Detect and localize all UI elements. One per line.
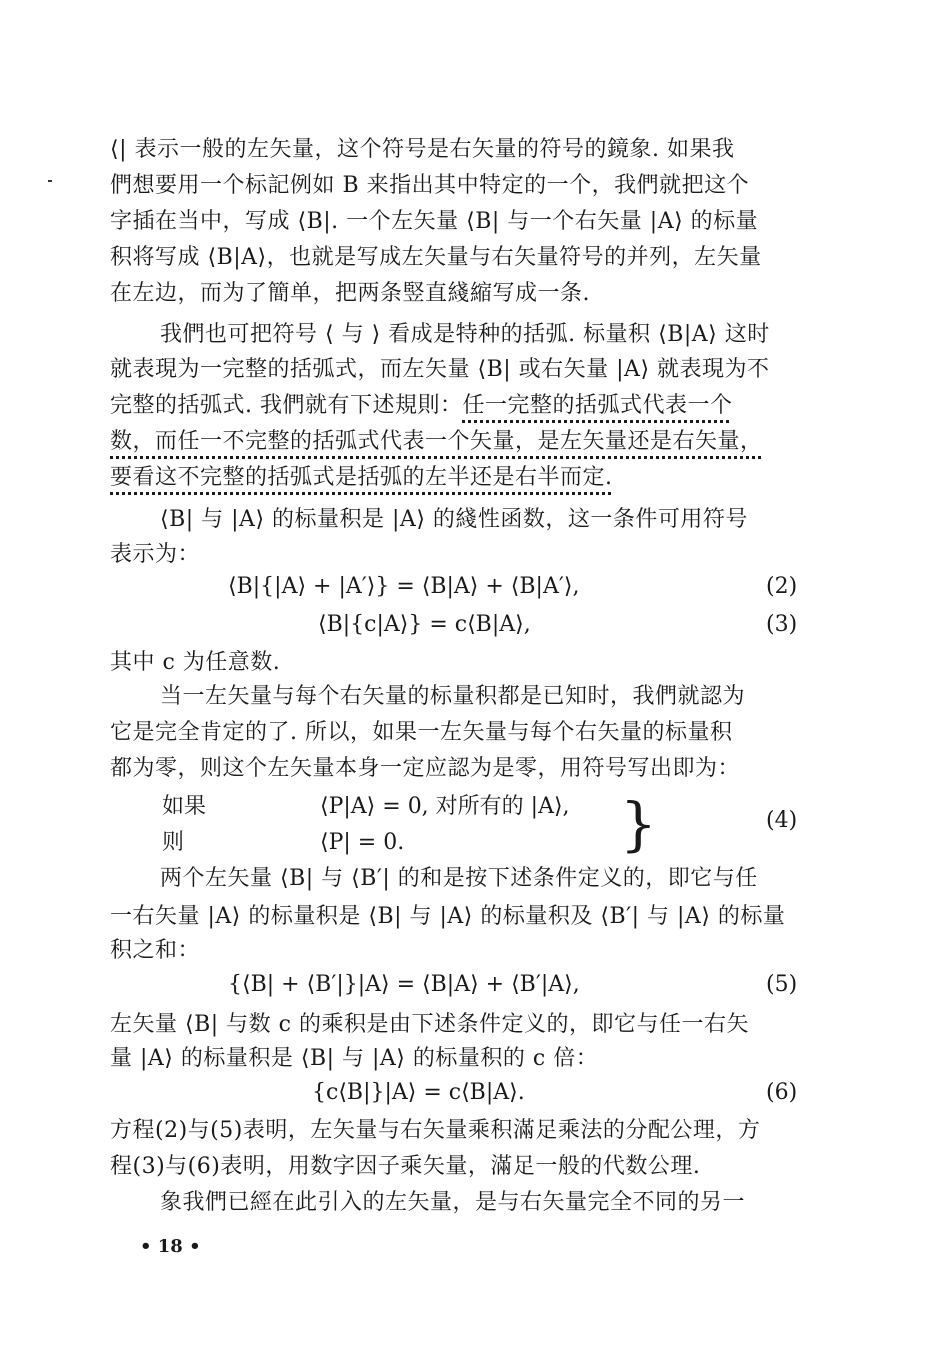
text-line: 方程(2)与(5)表明，左矢量与右矢量乘积滿足乘法的分配公理，方 [110,1118,761,1143]
equation-6: {c⟨B|}|A⟩ = c⟨B|A⟩. [312,1080,525,1105]
text-line: 表示为： [110,542,201,567]
equation-5: {⟨B| + ⟨B′|}|A⟩ = ⟨B|A⟩ + ⟨B′|A⟩, [228,972,580,997]
text-line: 积将写成 ⟨B|A⟩，也就是写成左矢量与右矢量符号的并列，左矢量 [110,245,762,270]
equation-number: (5) [766,972,798,997]
text-line: 左矢量 ⟨B| 与数 c 的乘积是由下述条件定义的，即它与任一右矢 [110,1012,749,1037]
text-line: 程(3)与(6)表明，用数字因子乘矢量，滿足一般的代数公理. [110,1154,701,1179]
text-line: 积之和： [110,938,201,963]
text-line: 我們也可把符号 ⟨ 与 ⟩ 看成是特种的括弧. 标量积 ⟨B|A⟩ 这时 [160,322,770,347]
condition-label: 如果 [162,794,207,819]
text-line [110,391,810,421]
emphasized-rule-text: 数，而任一不完整的括弧式代表一个矢量，是左矢量还是右矢量， [110,429,763,454]
equation-4a: ⟨P|A⟩ = 0, 对所有的 |A⟩, [320,794,570,819]
equation-3: ⟨B|{c|A⟩} = c⟨B|A⟩, [318,612,531,637]
equation-number: (2) [766,574,798,599]
text-line: ⟨| 表示一般的左矢量，这个符号是右矢量的符号的鏡象. 如果我 [110,137,735,162]
text-line: 一右矢量 |A⟩ 的标量积是 ⟨B| 与 |A⟩ 的标量积及 ⟨B′| 与 |A⟩ 的标量 [110,904,786,929]
text-line: 其中 c 为任意数. [110,650,281,675]
text-line: 字插在当中，写成 ⟨B|. 一个左矢量 ⟨B| 与一个右矢量 |A⟩ 的标量 [110,209,759,234]
emphasized-rule-text: 要看这不完整的括弧式是括弧的左半还是右半而定. [110,465,613,490]
equation-number: (4) [766,808,798,833]
equation-2: ⟨B|{|A⟩ + |A′⟩} = ⟨B|A⟩ + ⟨B|A′⟩, [228,574,580,599]
text-line: 两个左矢量 ⟨B| 与 ⟨B′| 的和是按下述条件定义的，即它与任 [160,866,758,891]
text-line: 就表現为一完整的括弧式，而左矢量 ⟨B| 或右矢量 |A⟩ 就表現为不 [110,357,770,382]
text-line: 它是完全肯定的了. 所以，如果一左矢量与每个右矢量的标量积 [110,720,733,745]
text-line [110,427,810,457]
page-number: • 18 • [140,1236,201,1257]
conclusion-label: 则 [162,830,185,855]
text-line: 在左边，而为了簡单，把两条竪直綫縮写成一条. [110,281,590,306]
text-line: 們想要用一个标記例如 B 来指出其中特定的一个，我們就把这个 [110,173,750,198]
equation-number: (6) [766,1080,798,1105]
emphasized-rule-text: 任一完整的括弧式代表一个 [462,393,733,418]
right-brace: } [620,790,657,858]
text-line: 都为零，则这个左矢量本身一定应認为是零，用符号写出即为： [110,756,741,781]
equation-number: (3) [766,612,798,637]
text-span: 完整的括弧式. 我們就有下述規則： [110,393,463,418]
text-line [110,463,810,493]
text-line: 当一左矢量与每个右矢量的标量积都是已知时，我們就認为 [160,684,746,709]
text-line: ⟨B| 与 |A⟩ 的标量积是 |A⟩ 的綫性函数，这一条件可用符号 [160,507,748,532]
scan-mark [48,180,52,182]
text-line: 量 |A⟩ 的标量积是 ⟨B| 与 |A⟩ 的标量积的 c 倍： [110,1046,599,1071]
equation-4b: ⟨P| = 0. [320,830,405,855]
text-line: 象我們已經在此引入的左矢量，是与右矢量完全不同的另一 [160,1190,746,1215]
